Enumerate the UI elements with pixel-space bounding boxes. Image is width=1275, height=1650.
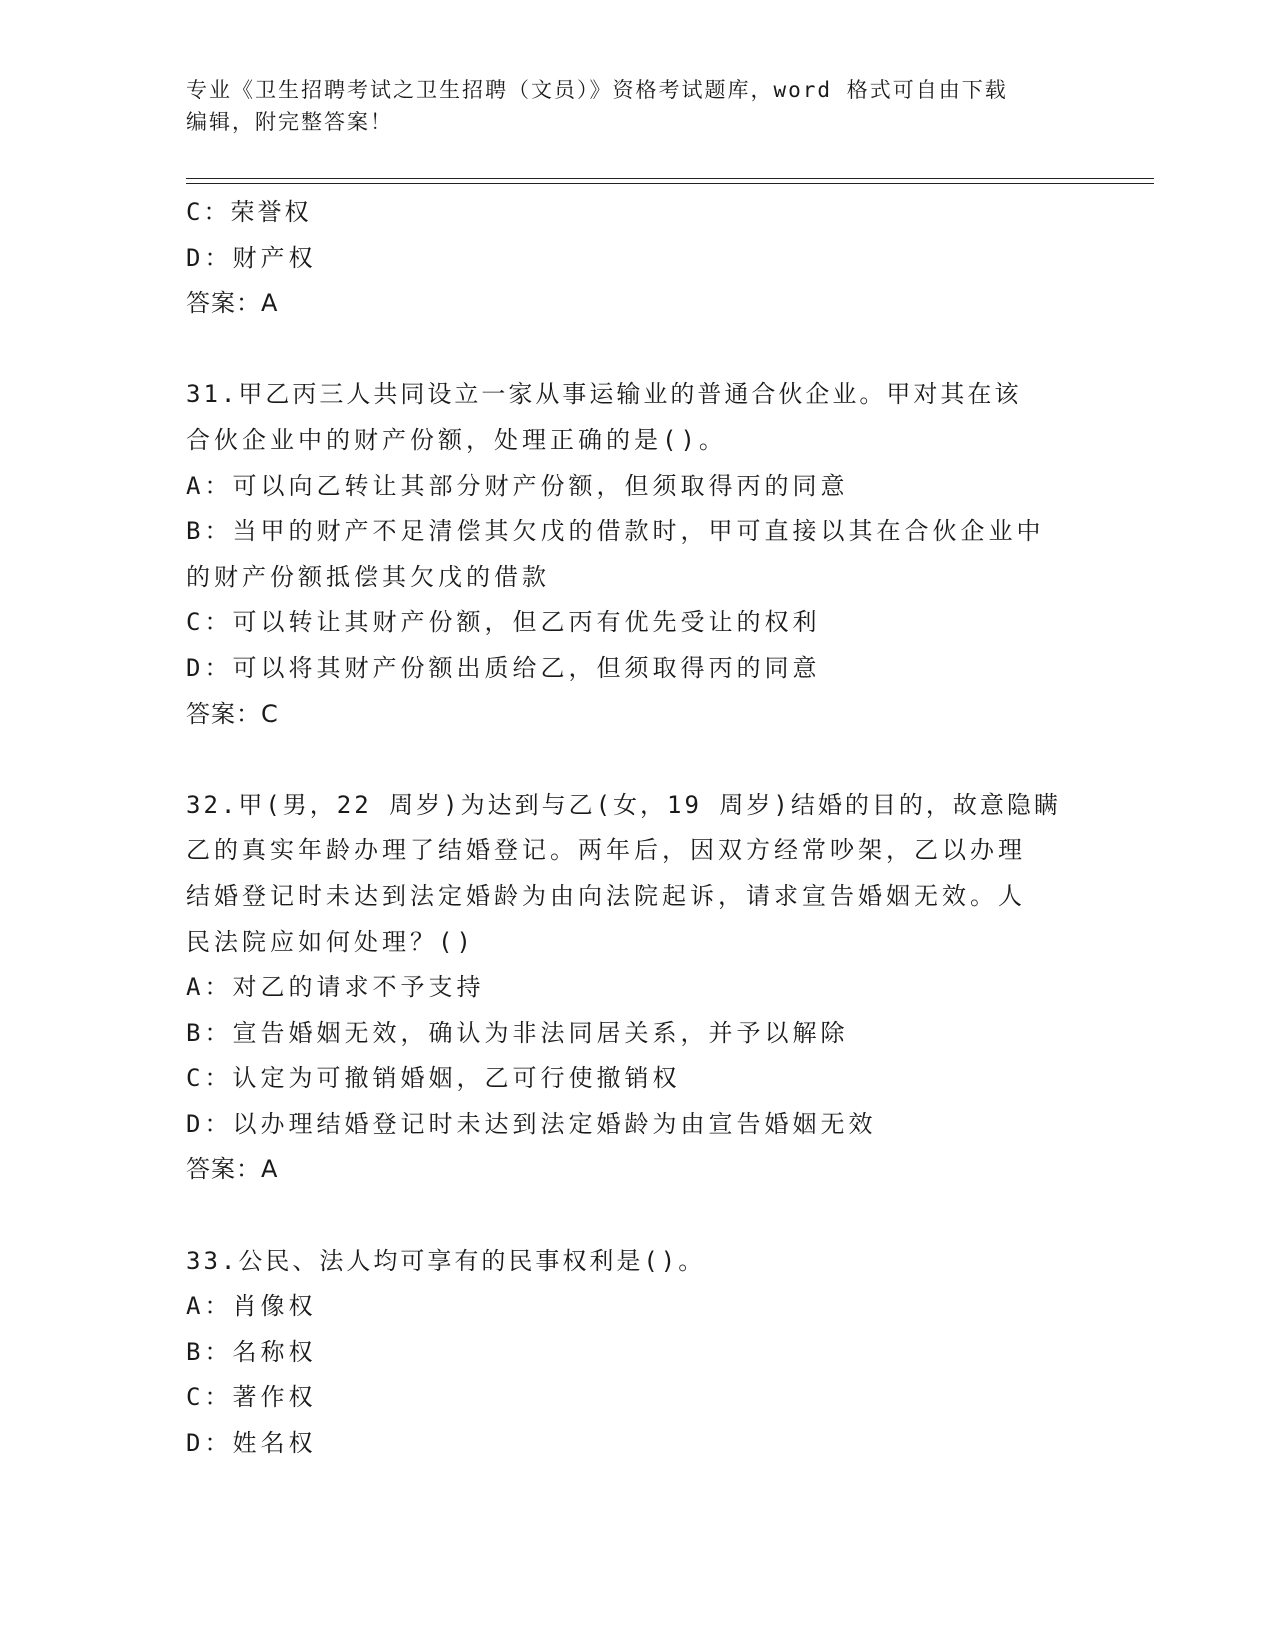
document-header	[186, 74, 1086, 138]
question-32	[186, 783, 1086, 1193]
option-c: C：荣誉权	[186, 198, 312, 226]
spacer	[186, 1193, 1086, 1239]
option-b: B：宣告婚姻无效，确认为非法同居关系，并予以解除	[186, 1018, 849, 1047]
option-b-line-2: 的财产份额抵偿其欠戊的借款	[186, 562, 550, 591]
header-divider-bottom	[186, 183, 1154, 184]
header-line-1: 专业《卫生招聘考试之卫生招聘（文员）》资格考试题库，word 格式可自由下载	[186, 78, 1008, 102]
option-d: D：财产权	[186, 243, 317, 272]
spacer	[186, 327, 1086, 373]
option-c: C：著作权	[186, 1383, 317, 1412]
question-33	[186, 1239, 1086, 1467]
question-stem-line: 31.甲乙丙三人共同设立一家从事运输业的普通合伙企业。甲对其在该	[186, 380, 1022, 409]
question-stem-line: 结婚登记时未达到法定婚龄为由向法院起诉，请求宣告婚姻无效。人	[186, 881, 1026, 910]
spacer	[186, 737, 1086, 783]
question-stem-line: 合伙企业中的财产份额，处理正确的是()。	[186, 425, 727, 454]
question-stem-line: 32.甲(男，22 周岁)为达到与乙(女，19 周岁)结婚的目的，故意隐瞒	[186, 790, 1061, 819]
option-b: B：名称权	[186, 1337, 317, 1366]
question-30-tail	[186, 190, 1086, 327]
option-d: D：姓名权	[186, 1429, 317, 1458]
question-31	[186, 372, 1086, 737]
header-divider-top	[186, 178, 1154, 179]
answer-label: 答案：A	[186, 1155, 279, 1184]
option-a: A：对乙的请求不予支持	[186, 973, 485, 1002]
question-stem-line: 33.公民、法人均可享有的民事权利是()。	[186, 1246, 706, 1275]
question-stem-line: 乙的真实年龄办理了结婚登记。两年后，因双方经常吵架，乙以办理	[186, 836, 1026, 865]
option-a: A：肖像权	[186, 1292, 317, 1321]
question-stem-line: 民法院应如何处理？()	[186, 927, 475, 956]
option-d: D：以办理结婚登记时未达到法定婚龄为由宣告婚姻无效	[186, 1109, 877, 1138]
option-a: A：可以向乙转让其部分财产份额，但须取得丙的同意	[186, 471, 849, 500]
answer-label: 答案：A	[186, 289, 279, 318]
question-list	[186, 190, 1086, 1467]
option-b-line-1: B：当甲的财产不足清偿其欠戊的借款时，甲可直接以其在合伙企业中	[186, 517, 1045, 546]
option-c: C：认定为可撤销婚姻，乙可行使撤销权	[186, 1064, 681, 1093]
option-c: C：可以转让其财产份额，但乙丙有优先受让的权利	[186, 608, 821, 637]
header-line-2: 编辑，附完整答案！	[186, 110, 393, 134]
option-d: D：可以将其财产份额出质给乙，但须取得丙的同意	[186, 653, 821, 682]
answer-label: 答案：C	[186, 699, 279, 728]
